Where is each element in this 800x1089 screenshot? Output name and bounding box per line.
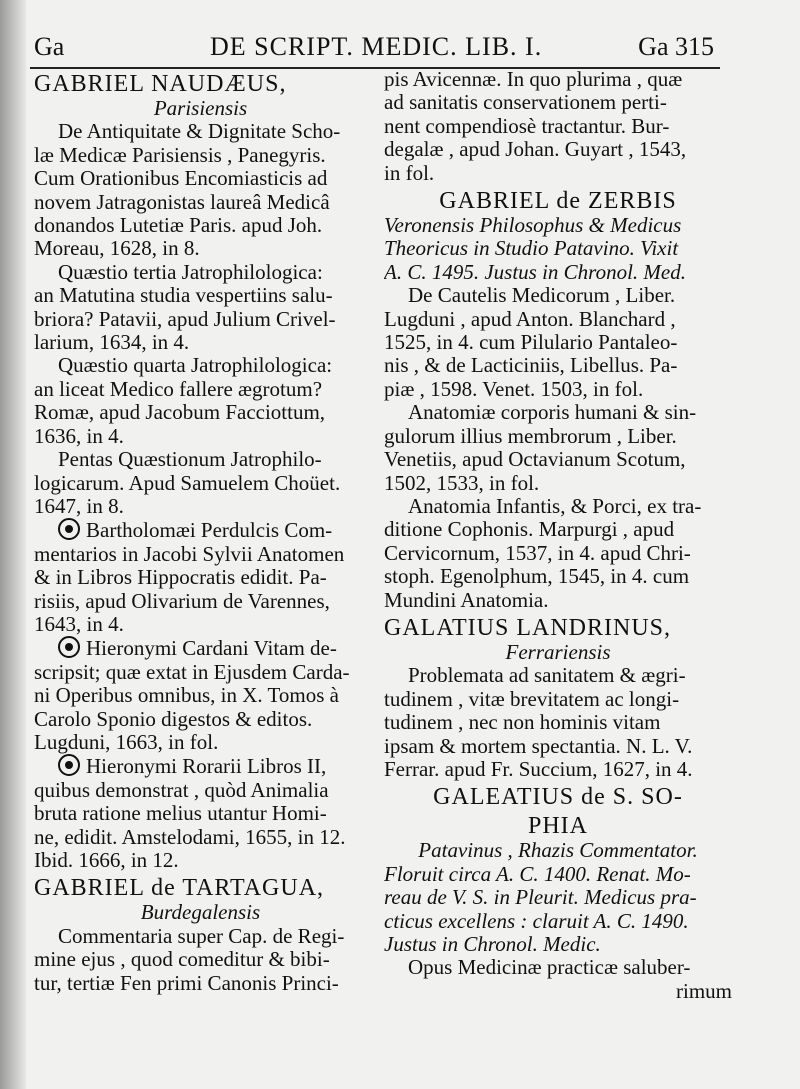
text-line	[34, 590, 367, 613]
text-line	[34, 543, 367, 566]
text-line	[384, 472, 732, 495]
line-text: quibus demonstrat , quòd Animalia	[34, 778, 329, 802]
entry-heading	[34, 875, 367, 901]
line-text: Quæstio quarta Jatrophilologica:	[58, 354, 333, 378]
line-text: piæ , 1598. Venet. 1503, in fol.	[384, 377, 644, 401]
text-line	[384, 518, 732, 541]
line-text: ipsam & mortem spectantia. N. L. V.	[384, 734, 693, 758]
line-text: Anatomia Infantis, & Porci, ex tra-	[408, 494, 702, 518]
line-text: GALEATIUS de S. SO-	[433, 784, 683, 811]
text-line	[34, 802, 367, 825]
line-text: nent compendiosè tractantur. Bur-	[384, 114, 670, 138]
line-text: 1502, 1533, in fol.	[384, 471, 540, 495]
entry-heading	[384, 615, 732, 641]
header-title: DE SCRIPT. MEDIC. LIB. I.	[210, 32, 543, 61]
left-text-column	[34, 68, 367, 995]
text-line	[34, 191, 367, 214]
text-line	[34, 495, 367, 518]
line-text: Pentas Quæstionum Jatrophilo-	[58, 448, 322, 472]
line-text: De Antiquitate & Dignitate Scho-	[58, 120, 341, 144]
text-line	[384, 933, 732, 956]
entry-subheading	[384, 641, 732, 664]
text-line	[384, 237, 732, 260]
line-text: PHIA	[527, 813, 588, 840]
text-line	[384, 68, 732, 91]
text-line	[384, 378, 732, 401]
right-text-column	[384, 68, 732, 1003]
entry-heading	[34, 71, 367, 97]
line-text: gulorum illius membrorum , Liber.	[384, 424, 677, 448]
text-line	[384, 401, 732, 424]
line-text: Carolo Sponio digestos & editos.	[34, 707, 313, 731]
text-line	[34, 925, 367, 948]
text-line	[34, 566, 367, 589]
line-text: Opus Medicinæ practicæ saluber-	[408, 956, 691, 980]
text-line	[384, 425, 732, 448]
text-line	[34, 636, 367, 660]
line-text: bruta ratione melius utantur Homi-	[34, 802, 327, 826]
text-line	[34, 120, 367, 143]
text-line	[34, 948, 367, 971]
line-text: Hieronymi Cardani Vitam de-	[86, 636, 337, 661]
entry-subheading	[384, 839, 732, 862]
text-line	[34, 518, 367, 542]
text-line	[34, 354, 367, 377]
running-header	[34, 28, 714, 64]
circled-dot-icon	[58, 754, 80, 776]
line-text: logicarum. Apud Samuelem Choüet.	[34, 471, 341, 495]
line-text: 1525, in 4. cum Pilulario Pantaleo-	[384, 331, 678, 355]
text-line	[384, 308, 732, 331]
line-text: pis Avicennæ. In quo plurima , quæ	[384, 68, 683, 91]
text-line	[34, 972, 367, 995]
line-text: an liceat Medico fallere ægrotum?	[34, 377, 323, 401]
circled-dot-icon	[58, 636, 80, 658]
text-line	[384, 261, 732, 284]
line-text: Lugduni , apud Anton. Blanchard ,	[384, 307, 676, 331]
text-line	[384, 735, 732, 758]
text-line	[34, 661, 367, 684]
line-text: Theoricus in Studio Patavino. Vixit	[384, 237, 679, 261]
line-text: reau de V. S. in Pleurit. Medicus pra-	[384, 886, 697, 910]
entry-subheading	[34, 97, 367, 120]
line-text: larium, 1634, in 4.	[34, 331, 190, 355]
text-line	[34, 167, 367, 190]
line-text: Veronensis Philosophus & Medicus	[384, 214, 682, 238]
text-line	[34, 849, 367, 872]
line-text: Mundini Anatomia.	[384, 588, 549, 612]
text-line	[34, 708, 367, 731]
line-text: læ Medicæ Parisiensis , Panegyris.	[34, 143, 326, 167]
text-line	[384, 589, 732, 612]
line-text: ne, edidit. Amstelodami, 1655, in 12.	[34, 825, 346, 849]
text-line	[34, 448, 367, 471]
line-text: cticus excellens : claruit A. C. 1490.	[384, 909, 689, 933]
header-left-guideword: Ga	[34, 32, 65, 61]
text-line	[384, 980, 732, 1003]
text-line	[384, 162, 732, 185]
text-line	[34, 308, 367, 331]
line-text: Floruit circa A. C. 1400. Renat. Mo-	[384, 862, 691, 886]
line-text: mine ejus , quod comeditur & bibi-	[34, 948, 330, 972]
line-text: scripsit; quæ extat in Ejusdem Carda-	[34, 660, 350, 684]
text-line	[34, 284, 367, 307]
text-line	[34, 425, 367, 448]
line-text: tudinem , vitæ brevitatem ac longi-	[384, 687, 680, 711]
text-line	[34, 754, 367, 778]
line-text: Justus in Chronol. Medic.	[384, 933, 601, 956]
text-line	[384, 495, 732, 518]
line-text: Quæstio tertia Jatrophilologica:	[58, 260, 323, 284]
line-text: Cum Orationibus Encomiasticis ad	[34, 167, 328, 191]
line-text: Burdegalensis	[140, 901, 261, 925]
line-text: an Matutina studia vespertiins salu-	[34, 284, 333, 308]
line-text: Romæ, apud Jacobum Facciottum,	[34, 401, 326, 425]
line-text: tur, tertiæ Fen primi Canonis Princi-	[34, 971, 339, 995]
text-line	[34, 779, 367, 802]
text-line	[34, 613, 367, 636]
circled-dot-icon	[58, 518, 80, 540]
text-line	[384, 214, 732, 237]
line-text: Moreau, 1628, in 8.	[34, 237, 200, 261]
entry-heading	[384, 784, 732, 810]
text-line	[384, 565, 732, 588]
text-line	[384, 956, 732, 979]
line-text: tudinem , nec non hominis vitam	[384, 711, 661, 735]
text-line	[34, 237, 367, 260]
text-line	[384, 688, 732, 711]
line-text: GABRIEL de ZERBIS	[439, 188, 677, 215]
line-text: Patavinus , Rhazis Commentator.	[418, 839, 698, 863]
entry-heading	[384, 813, 732, 839]
text-line	[384, 138, 732, 161]
text-line	[34, 261, 367, 284]
line-text: degalæ , apud Johan. Guyart , 1543,	[384, 138, 687, 162]
text-line	[34, 214, 367, 237]
text-line	[384, 664, 732, 687]
line-text: ad sanitatis conservationem perti-	[384, 91, 667, 115]
text-line	[384, 91, 732, 114]
text-line	[384, 910, 732, 933]
entry-subheading	[34, 901, 367, 924]
text-line	[34, 826, 367, 849]
line-text: Ibid. 1666, in 12.	[34, 849, 179, 872]
line-text: Lugduni, 1663, in fol.	[34, 730, 219, 754]
line-text: Ferrar. apud Fr. Succium, 1627, in 4.	[384, 757, 693, 781]
text-line	[384, 758, 732, 781]
line-text: 1636, in 4.	[34, 424, 124, 448]
text-line	[384, 115, 732, 138]
line-text: Venetiis, apud Octavianum Scotum,	[384, 448, 686, 472]
line-text: 1643, in 4.	[34, 612, 124, 636]
line-text: risiis, apud Olivarium de Varennes,	[34, 589, 330, 613]
text-line	[384, 711, 732, 734]
line-text: stoph. Egenolphum, 1545, in 4. cum	[384, 565, 690, 589]
header-right-guideword-page: Ga 315	[638, 32, 714, 61]
line-text: Commentaria super Cap. de Regi-	[58, 924, 345, 948]
line-text: nis , & de Lacticiniis, Libellus. Pa-	[384, 354, 678, 378]
line-text: Hieronymi Rorarii Libros II,	[86, 754, 327, 779]
binding-shadow	[0, 0, 26, 1089]
text-line	[384, 886, 732, 909]
line-text: briora? Patavii, apud Julium Crivel-	[34, 307, 336, 331]
text-line	[384, 284, 732, 307]
line-text: Cervicornum, 1537, in 4. apud Chri-	[384, 541, 691, 565]
text-line	[34, 331, 367, 354]
text-line	[34, 144, 367, 167]
text-line	[34, 378, 367, 401]
text-line	[384, 354, 732, 377]
text-line	[384, 542, 732, 565]
text-line	[384, 863, 732, 886]
entry-heading	[384, 188, 732, 214]
text-line	[34, 684, 367, 707]
line-text: in fol.	[384, 161, 435, 185]
text-line	[384, 448, 732, 471]
line-text: ni Operibus omnibus, in X. Tomos à	[34, 684, 339, 708]
line-text: GABRIEL de TARTAGUA,	[34, 875, 325, 902]
line-text: Problemata ad sanitatem & ægri-	[408, 664, 686, 688]
text-line	[34, 401, 367, 424]
line-text: Ferrariensis	[505, 640, 611, 664]
line-text: rimum	[676, 979, 732, 1003]
line-text: GALATIUS LANDRINUS,	[384, 614, 671, 641]
line-text: & in Libros Hippocratis edidit. Pa-	[34, 566, 327, 590]
line-text: novem Jatragonistas laureâ Medicâ	[34, 190, 330, 214]
line-text: A. C. 1495. Justus in Chronol. Med.	[384, 260, 686, 284]
line-text: GABRIEL NAUDÆUS,	[34, 71, 287, 97]
line-text: Parisiensis	[153, 97, 248, 120]
text-line	[384, 331, 732, 354]
line-text: Bartholomæi Perdulcis Com-	[86, 518, 333, 543]
line-text: donandos Lutetiæ Paris. apud Joh.	[34, 214, 323, 238]
line-text: ditione Cophonis. Marpurgi , apud	[384, 518, 675, 542]
text-line	[34, 731, 367, 754]
line-text: De Cautelis Medicorum , Liber.	[408, 284, 676, 308]
line-text: mentarios in Jacobi Sylvii Anatomen	[34, 542, 345, 566]
line-text: 1647, in 8.	[34, 494, 124, 518]
text-line	[34, 472, 367, 495]
line-text: Anatomiæ corporis humani & sin-	[408, 401, 697, 425]
